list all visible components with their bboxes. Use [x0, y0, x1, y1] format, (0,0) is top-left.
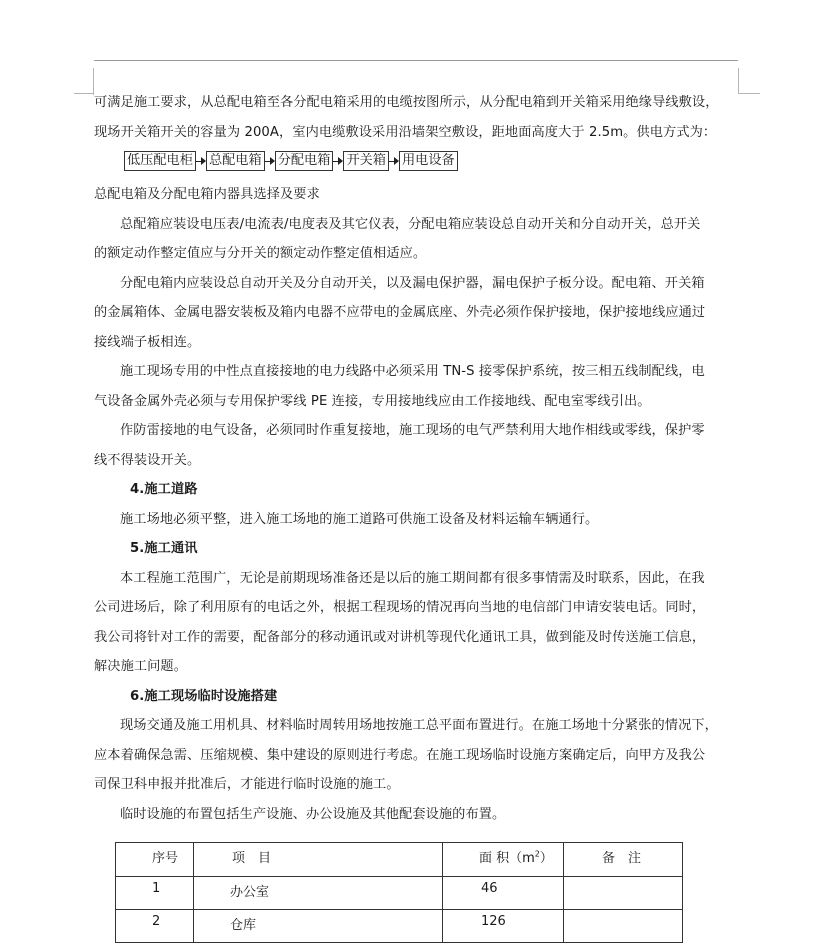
section-heading-road: 4.施工道路	[130, 482, 198, 497]
section-heading-temporary-facilities: 6.施工现场临时设施搭建	[130, 688, 278, 704]
section-heading-communication: 5.施工通讯	[130, 541, 198, 556]
table-header-item: 项 目	[194, 843, 443, 877]
paragraph-line: 我公司将针对工作的需要，配备部分的移动通讯或对讲机等现代化通讯工具，做到能及时传送施工信息，	[94, 629, 706, 645]
paragraph-line: 司保卫科申报并批准后，才能进行临时设施的施工。	[94, 777, 400, 792]
flow-box-electrical-equipment: 用电设备	[399, 151, 458, 171]
table-cell-area: 46	[443, 877, 564, 910]
flow-arrow-icon	[389, 152, 399, 170]
paragraph-line: 接线端子板相连。	[94, 334, 201, 350]
paragraph-line: 的金属箱体、金属电器安装板及箱内电器不应带电的金属底座、外壳必须作保护接地，保护接地线应通过	[94, 305, 706, 320]
power-supply-flow-diagram	[124, 151, 458, 171]
paragraph-line: 临时设施的布置包括生产设施、办公设施及其他配套设施的布置。	[120, 806, 506, 822]
table-cell-note	[564, 910, 683, 943]
flow-arrow-icon	[265, 152, 275, 170]
flow-arrow-icon	[196, 152, 206, 170]
margin-corner-mark-left-h	[74, 93, 94, 94]
table-header-area: 面 积$(m^2)$	[443, 843, 564, 877]
table-cell-item: 办公室	[194, 877, 443, 910]
paragraph-line: 应本着确保急需、压缩规模、集中建设的原则进行考虑。在施工现场临时设施方案确定后，向甲方及我公	[94, 747, 706, 763]
paragraph-line: 解决施工问题。	[94, 659, 188, 674]
table-header-row	[116, 843, 683, 877]
paragraph-line: 本工程施工范围广，无论是前期现场准备还是以后的施工期间都有很多事情需及时联系，因此，在我	[120, 570, 705, 586]
table-header-note: 备 注	[564, 843, 683, 877]
table-row	[116, 910, 683, 943]
paragraph-line: 可满足施工要求，从总配电箱至各分配电箱采用的电缆按图所示，从分配电箱到开关箱采用绝缘导线敷设，	[94, 95, 719, 110]
flow-box-sub-distribution: 分配电箱	[275, 151, 334, 171]
table-cell-no: 1	[116, 877, 194, 910]
table-header-no: 序号	[116, 843, 194, 877]
table-cell-area: 126	[443, 910, 564, 943]
paragraph-line: 气设备金属外壳必须与专用保护零线 PE 连接，专用接地线应由工作接地线、配电室零线引出。	[94, 393, 651, 409]
table-cell-note	[564, 877, 683, 910]
paragraph-line: 现场交通及施工用机具、材料临时周转用场地按施工总平面布置进行。在施工场地十分紧张的情况下，	[120, 718, 718, 733]
flow-box-low-voltage-cabinet: 低压配电柜	[124, 151, 196, 171]
paragraph-line: 作防雷接地的电气设备，必须同时作重复接地，施工现场的电气严禁利用大地作相线或零线，保护零	[120, 423, 705, 438]
paragraph-line: 分配电箱内应装设总自动开关及分自动开关，以及漏电保护器，漏电保护子板分设。配电箱、开关箱	[120, 275, 705, 291]
document-body	[94, 88, 744, 829]
temporary-facility-table	[115, 842, 683, 943]
paragraph-line: 施工场地必须平整，进入施工场地的施工道路可供施工设备及材料运输车辆通行。	[120, 511, 599, 527]
paragraph-line: 施工现场专用的中性点直接接地的电力线路中必须采用 TN-S 接零保护系统，按三相五线制配线，电	[120, 364, 705, 379]
paragraph-line: 的额定动作整定值应与分开关的额定动作整定值相适应。	[94, 246, 427, 261]
flow-arrow-icon	[333, 152, 343, 170]
flow-box-switch-box: 开关箱	[343, 151, 389, 171]
table-row	[116, 877, 683, 910]
page-header-rule	[94, 60, 738, 61]
flow-box-main-distribution: 总配电箱	[206, 151, 265, 171]
paragraph-line: 公司进场后，除了利用原有的电话之外，根据工程现场的情况再向当地的电信部门申请安装电话。同时，	[94, 600, 706, 615]
table-cell-item: 仓库	[194, 910, 443, 943]
subheading-distribution-box: 总配电箱及分配电箱内器具选择及要求	[94, 187, 320, 202]
paragraph-line: 现场开关箱开关的容量为 200A，室内电缆敷设采用沿墙架空敷设，距地面高度大于 2.5m。供电方式为：	[94, 124, 717, 140]
table-cell-no: 2	[116, 910, 194, 943]
paragraph-line: 线不得装设开关。	[94, 452, 201, 468]
paragraph-line: 总配箱应装设电压表/电流表/电度表及其它仪表，分配电箱应装设总自动开关和分自动开关，总开关	[120, 216, 701, 232]
